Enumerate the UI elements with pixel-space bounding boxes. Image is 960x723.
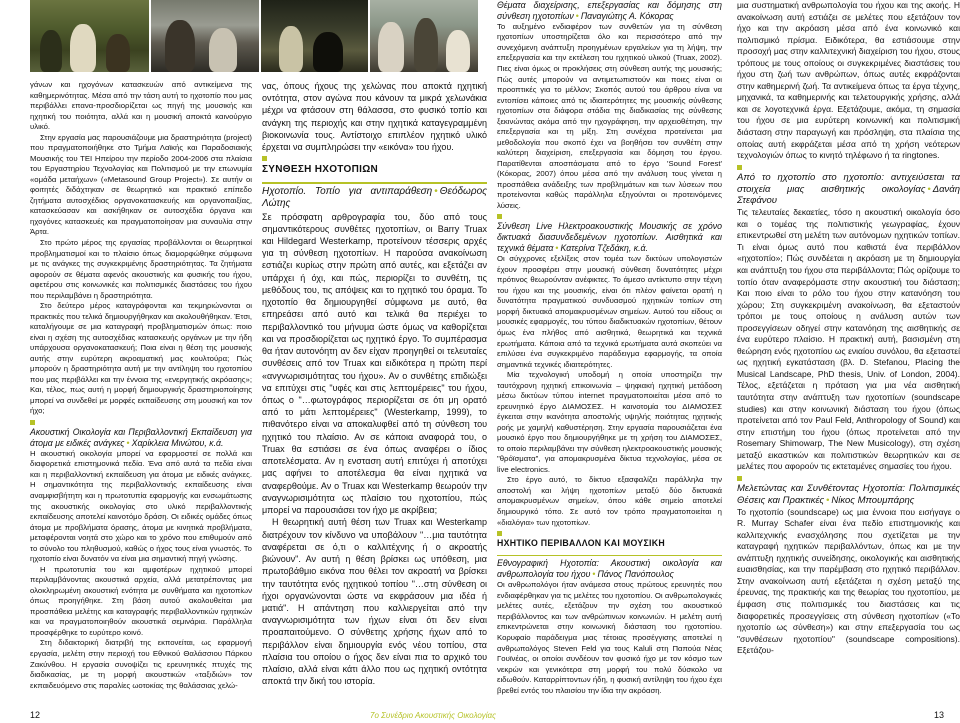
article-authors: Πάνος Πανόπουλος — [597, 569, 674, 580]
article-title: Ακουστική Οικολογία και Περιβαλλοντική Εκπαίδευση για άτομα με ειδικές ανάγκες — [30, 427, 252, 448]
article-authors: Κατερίνα Τζεδάκη, κ.ά. — [560, 243, 648, 254]
section-bullet-icon — [262, 156, 267, 161]
article-title: Σύνθεση Live Ηλεκτροακουστικής Μουσικής σε χρόνο δικτυακά διασυνδεδεμένων ηχοτοπίων. Αισθητικά και τεχνικά θέματα — [497, 221, 722, 254]
article-heading: Σύνθεση Live Ηλεκτροακουστικής Μουσικής σε χρόνο δικτυακά διασυνδεδεμένων ηχοτοπίων. Αισθητικά και τεχνικά θέματα • Κατερίνα Τζεδάκη, κ.ά. — [497, 221, 722, 254]
article-title: Από το ηχοτοπίο στο ηχοτοπίο: αντιχειύσεται τα στοιχεία μιας αισθητικής οικολογίας — [737, 171, 960, 195]
paragraph: Οι ανθρωπολόγοι ήταν ανάμεσα στους πρώτους ερευνητές που ενδιαφέρθηκαν για τις μελέτες του ηχοτοπίου. Οι ανθρωπολογικές μελέτες αυτές, εξετάζουν την σχέση του ακουστικού περιβάλλοντος και των ανθρώπινων κοινωνιών. Η μελέτη αυτή επικεντρώνεται στην κοινωνική διάσταση του ηχοτοπίου. Κορυφαίο παράδειγμα μιας τέτοιας προσέγγισης αποτελεί η ανθρωπολόγος Steven Feld για τους Kaluli στη Παπούα Νέας Γουϊνέας, οι οποίοι συνδέουν τον φυσικό ήχο με τον κόσμο των νεκρών και γενικότερα στη μορφή του πολύ δύσκολο να ειδωθούν. Καταρρίπτοντων ήδη, η φυσική αντίληψη του ήχου έχει βρεθεί εντός του πλαισίου την ίδια την ακρόαση. — [497, 580, 722, 695]
paragraph: Το αυξημένο ενδιαφέρον των συνθετών για τη σύνθεση ηχοτοπίων υποστηρίζεται όλο και περισσότερο από την συνεχόμενη ανάπτυξη προηγμένων εργαλείων για τη λήψη, την επεξεργασία και την εκτέλεση του ηχητικού υλικού (Truax, 2002). Πιες είναι όμως οι προκλήσεις στη σύνθεση αυτής της μουσικής; Πώς αυτές μπορούν να αντιμετωπιστούν και ποιες είναι οι προοπτικές για το μέλλον; Σκοπός αυτού του άρθρου είναι να εντοπίσει κάποιες από τις ιδιαιτερότητες της μουσικής σύνθεσης ηχοτοπίων στα διάφορα στάδια της διαδικασίας της σύνθεσης ξεκινώντας ακόμα από την ηχογράφηση, την αρχειοθέτηση, την επεξεργασία και τη μίξη. Στη συνέχεια προτείνεται μια μεθοδολογία που σκοπό έχει να βοηθήσει τον συνθέτη στην καλύτερη διαχείριση, επεξεργασία και δόμηση του έργου. Παρατίθενται αποσπάσματα από το έργο 'Sound Forest' (Κόκορας, 2007) όπου μέσα από την ανάλυση τους γίνεται η προσπάθεια ανάδειξης των προβλημάτων και των λύσεων που προτείνονται καθώς παράλληλα εξηγούνται οι προτεινόμενες λύσεις. — [497, 21, 722, 210]
photo-night-gathering — [261, 0, 369, 72]
section-bullet-icon — [497, 531, 502, 536]
photo-performance — [370, 0, 478, 72]
photo-musicians — [151, 0, 259, 72]
paragraph: νας, όπους ήχους της χελώνας που αποκτά ηχητική οντότητα, στον αγώνα που κάνουν τα μικρά χελωνάκια μέχρι να φτάσουν στη θάλασσα, στο φυσικό τοπίο και ανάγκη της περιοχής και στην ηχητικά καταγεγραμμένη βιοκοινωνία τους. Αντίστοιχο επιπλέον ηχητικό υλικό έρχεται να συμπληρώσει την «εικόνα» του ήχου. — [262, 81, 487, 153]
running-footer: 7ο Συνέδριο Ακουστικής Οικολογίας — [370, 711, 496, 720]
column-3 — [497, 0, 722, 696]
article-title: Ηχοτοπίο. Τοπίο για αντιπαράθεση — [262, 185, 433, 197]
section-bullet-icon — [30, 420, 35, 425]
article-heading: Μελετώντας και Συνθέτοντας Ηχοτοπία: Πολιτισμικές Θέσεις και Πρακτικές • Νίκος Μπουμπάρης — [737, 482, 960, 506]
article-heading: Ακουστική Οικολογία και Περιβαλλοντική Εκπαίδευση για άτομα με ειδικές ανάγκες • Χαρίκλεια Μινώτου, κ.ά. — [30, 427, 252, 448]
article-authors: Νίκος Μπουμπάρης — [831, 494, 915, 506]
paragraph: Σε πρόσφατη αρθρογραφία του, δύο από τους σημαντικότερους συνθέτες ηχοτοπίων, οι Barry Truax και Hildegard Westerkamp, προτείνουν τέσσερις αρχές για τη σύνθεση ηχοτοπίων. Η παρούσα ανακοίνωση εστιάζει κυρίως στην πρώτη από αυτές, και εξετάζει αν υπάρχει ή όχι, και πώς, περιορίζει το συνθέτη, τις μεθόδους του, τις απόψεις και το ηχητικό του όραμα. Το ηχοτοπίο θα δημιουργηθεί σύμφωνα με αυτό, θα επηρεάσει από αυτό και τελικά θα περιέχει το περιβαλλοντικό του μήνυμα ώστε όμως να καθορίζεται και να προσδιορίζεται ως ηχητικό έργο. Το συμπέρασμα θα ήταν αυτονόητη αν δεν είχαν προηγηθεί οι τελευταίες συνθέσεις από τον Truax και ειδικότερα η πρώτη περί «ανγνωρισιμότητας του ήχου». Αν ο συνθέτης επιδιώξει να επιτύχει στις "υφές και στις λεπτομέρειες" του ήχου, όπως ο "…φωτογράφος περιορίζεται σε ότι μη ορατό από το μάτι λεπτομέρειες" (Westerkamp, 1999), το πιθανότερο είναι να αποκαλυφθεί από τη σύνθεση του ηχητικό του πλαίσιο. Αν σε κάποια αναφορά του, ο Truax θα εστιάσει σε ένα όπως αναφέρει ο ίδιος αποτελέσματα. Αν η ενσταση αυτή επιτύχει ή αποτύχει μας αφήνει το αποτέλεσμα θα είναι ηχητικά να αναφερθούμε. Αν ο Truax και Westerkamp θεωρούν την αναγνωρισιμότητα ως πλαίσιο του ηχοτοπίου, πώς μπορεί να παρουσιάσει τον ήχο με ακρίβεια; — [262, 211, 487, 516]
article-authors: Παναγιώτης Α. Κόκορας — [580, 10, 674, 21]
page-number-right: 13 — [933, 710, 944, 720]
section-title: ΣΥΝΘΕΣΗ ΗΧΟΤΟΠΙΩΝ — [262, 164, 379, 176]
paragraph: Το ηχοτοπίο (soundscape) ως μια έννοια που εισήγαγε ο R. Murray Schafer είναι ένα πεδίο επιστημονικής και καλλιτεχνικής ενασχόλησης που σχετίζεται με την καταγραφή ηχητικών περιβαλλόντων, όπως και με την ανάπτυξη ηχητικής συνείδησης, οικολογικής και αισθητικής ευαισθησίας, και την παρέμβαση στο ηχητικό περιβάλλον. Στην ανακοίνωση αυτή εξετάζεται η σχέση μεταξύ της έρευνας, της πρακτικής και της θεωρίας του ηχοτοπίου, με έμφαση στις πολιτισμικές του διαστάσεις και τις διαφορετικές προσεγγίσεις στη σύνθεση ηχοτοπίων («To ηχοτοπίο ως σύνθεση») και στην επεξεργασία του ως "συνθέσεων ηχοτοπίου" (soundscape compositions). Εξετάζου- — [737, 506, 960, 656]
article-heading: Ηχοτοπίο. Τοπίο για αντιπαράθεση • Θεόδωρος Λώτης — [262, 185, 487, 209]
article-title: Μελετώντας και Συνθέτοντας Ηχοτοπία: Πολιτισμικές Θέσεις και Πρακτικές — [737, 482, 960, 506]
section-bullet-icon — [497, 214, 502, 219]
photo-strip — [30, 0, 478, 72]
article-heading: Εθνογραφική Ηχοτοπία: Ακουστική οικολογία και ανθρωπολογία του ήχου • Πάνος Πανόπουλος — [497, 558, 722, 580]
section-bullet-icon — [737, 165, 742, 170]
article-heading: Θέματα διαχείρισης, επεξεργασίας και δόμησης στη σύνθεση ηχοτοπίων • Παναγιώτης Α. Κόκορας — [497, 0, 722, 21]
article-title: Εθνογραφική Ηχοτοπία: Ακουστική οικολογία και ανθρωπολογία του ήχου — [497, 558, 722, 580]
column-1 — [30, 80, 252, 691]
article-title: Θέματα διαχείρισης, επεξεργασίας και δόμησης στη σύνθεση ηχοτοπίων — [497, 0, 722, 21]
article-authors: Δανάη Στεφάνου — [737, 183, 960, 207]
section-rule — [262, 182, 487, 184]
page-number-left: 12 — [30, 710, 41, 720]
paragraph: Η ακουστική οικολογία μπορεί να εφαρμοστεί σε πολλά και διαφορετικά επιστημονικά πεδία. Ένα από αυτά τα πεδία είναι και η περιβαλλοντική εκπαίδευση για άτομα με ειδικές ανάγκες. Η σημαντικότητα της περιβαλλοντικής εκπαίδευσης είναι αναμφισβήτητη και η πρωτοτυπία εφαρμογής και ενσωμάτωσης της ακουστικής οικολογίας στο υλικό περιβαλλοντικής εκπαίδευσης αποτελεί καινοτόμο δράση. Οι ειδικές ομάδες όπως άτομα με προβλήματα όρασης, άτομα με κινητικά προβλήματα, μεταφέρονται νοητά στο χώρο και το χρόνο που επιθυμούν από το σύνολο του πληθυσμού, καθώς ο ήχος τους είναι γνωστός. Το ηχοτοπίο είναι δυνατόν να είναι μια σημαντική πηγή γνώσης. — [30, 448, 252, 564]
paragraph: Οι σύγχρονες εξελίξεις στον τομέα των δικτύων υπολογιστών έχουν προσφέρει στην μουσική σύνθεση δυνατότητες μέχρι πρότινος θεωρούνταν ανέφικτες. Το άμεσο αντίκτυπο στην τέχνη του ήχου και της μουσικής, είναι ότι πλέον φαίνεται ορατή η δυνατότητα πραγματικού συνδυασμού ηχητικών τοπίων στη μορφή δικτυακά απομακρυσμένων σημείων. Αυτού του είδους οι μουσικές εφαρμογές, του τύπου διαδικτυακών ηχοτοπίων, θέτουν όμως ένα πλήθος από αισθητικά, θεωρητικά και τεχνικά ερωτήματα. Κάποια από τα τεχνικά ερωτήματα αυτά σκοπεύει να επιλύσει ένα συγκεκριμένο παράδειγμα εφαρμογής, τα οποία σημαντικά τεχνικές ιδιαιτερότητες. — [497, 254, 722, 369]
paragraph: Η πρωτοτυπία του και αμφοτέρων ηχητικού μπορεί περιλαμβάνοντας ακουστικά αρχεία, αλλά μετατρέποντας μια ολοκληρωμένη ακουστική ενότητα με συνθήματα και ηχοτοπίων όπως προηγήθηκε. Στη βάση αυτού ακολουθείται μια προσπάθεια μελέτης και καταγραφής περιβαλλοντικών ηχητικών και να πραγματοποιηθούν ακουστικά σεμινάρια. Παράλληλα προσφέρθηκε το ευρύτερο κοινό. — [30, 564, 252, 637]
photo-audience — [30, 0, 149, 72]
paragraph: μια συστηματική ανθρωπολογία του ήχου και της ακοής. Η ανακοίνωση αυτή εστιάζει σε μελέτες που εξετάζουν τον ήχο και την ακρόαση μέσα από ένα κοινωνικό και πολιτισμικό πρίσμα. Ειδικότερα, θα εστιάσουμε στην προσοχή μας στην καλλιτεχνική διαχείριση του ήχου, στους τρόπους με τους οποίους οι συγκεκριμένες διαστάσεις του ήχου στη ζωή των ανθρώπων, όπως αυτές εκφράζονται στην καθημερινή ζωή. Τα αντικείμενα όπως τα έργα τέχνης, μηχανικά, τα καθημερινής και τελετουργικής χρήσης, αλλά και σε λογοτεχνικά έργα. Εξετάζουμε, ακόμα, τη σημασία του ήχου σε μια ευρύτερη κοινωνική και πολιτισμική διάσταση στην παραγωγή και πρόσληψη, στα πλαίσια της οποίας αυτή εκφράζεται μέσα από τη χρήση νεότερων τεχνολογιών όπως το κινητό τηλέφωνο ή τα ringtones. — [737, 0, 960, 161]
article-heading: Από το ηχοτοπίο στο ηχοτοπίο: αντιχειύσεται τα στοιχεία μιας αισθητικής οικολογίας • Δανάη Στεφάνου — [737, 171, 960, 207]
paragraph: Στη διδακτορική διατριβή της εκπονείται, ως εφαρμογή εργασία, μελέτη στην περιοχή του Εθνικού Θαλάσσιου Πάρκου Ζακύνθου. Η εργασία συνοψίζει τις ερευνητικές πτυχές της διαδικασίας, με τη μορφή ακουστικών «ταξιδιών» τον εκπαιδευόμενο στις παραλίες ωοτοκίας της θαλάσσιας χελώ- — [30, 638, 252, 690]
section-title: ΗΧΗΤΙΚΟ ΠΕΡΙΒΑΛΛΟΝ ΚΑΙ ΜΟΥΣΙΚΗ — [497, 538, 665, 549]
paragraph: Μία τεχνολογική υποδομή η οποία υποστηρίζει την ταυτόχρονη ηχητική επικοινωνία – ψηφιακή ηχητική μετάδοση μέσω δικτύων τύπου internet πραγματοποιείται μέσα από το ερευνητικό έργο ΔΙΑΜΟΣΕΣ. Η καινοτομία του ΔΙΑΜΟΣΕΣ έγκειται στην ικανότητα αποστολής υψηλής ποιότητας ηχητικής ροής με χαμηλή καθυστέρηση. Στην εργασία παρουσιάζεται ένα μουσικό έργο που δημιουργήθηκε με τη χρήση του ΔΙΑΜΟΣΕΣ, το οποίο περιλαμβάνει την σύνθεση ηλεκτροακουστικής μουσικής "θρόϊσματα", για απομακρυσμένα δίκτυα τεχνολογίας, μέσα σε live electronics. — [497, 370, 722, 474]
paragraph: γάνων και ηχογόνων κατασκευών από αντικείμενα της καθημερινότητας. Μέσα από την τάση αυτή το ηχοτοπίο που μας περιβάλλει επανα-προσδιορίζεται ως πηγή της μουσικής και ηχητική του ποιότητα, αλλά και η μουσική αποκτά καινούργιο υλικό. — [30, 80, 252, 132]
article-authors: Χαρίκλεια Μινώτου, κ.ά. — [131, 437, 224, 448]
paragraph: Στο πρώτο μέρος της εργασίας προβάλλονται οι θεωρητικοί προβληματισμοί και το πλαίσιο όπως διαμορφώθηκε σύμφωνα με τις ανάγκες της συγκεκριμένης δραστηριότητας. Τα ζητήματα αφορούν σε θέματα αφενός ακουστικής και φυσικής του ήχου, αφετέρου στις κοινωνικές και πολιτισμικές διαστάσεις του ήχου που περιλαμβάνει η δραστηριότητα. — [30, 237, 252, 300]
section-rule — [497, 555, 722, 557]
article-authors: Θεόδωρος Λώτης — [262, 185, 487, 209]
paragraph: Τις τελευταίες δεκαετίες, τόσο η ακουστική οικολογία όσο και ο τομέας της πολιτιστικής γεωγραφίας, έχουν επικεντρωθεί στη μελέτη των αυτόνομων ηχητικών τοπίων. Τι είναι όμως αυτό που καθιστά ένα περιβάλλον «ηχοτοπίο»; Πώς συνδέεται η ακρόαση με τη δημιουργία και ανάπτυξη του ήχου στα περιβάλλοντα; Πώς ορίζουμε το τοπίο όταν αναφερόμαστε στην ακουστική του διάσταση; Και ποιο είναι το ρόλο του ήχου στην κατανόηση του χώρου; Στη συγκεκριμένη ανακοίνωση, θα εξεταστούν τρόποι με τους οποίους η ανάλυση αυτών των προσεγγίσεων οδηγεί στην κατανόηση της αισθητικής σε ένα ευρύτερο πλαίσιο. Η πρακτική αυτή, βασισμένη στη θεώρηση ενός ηχοτοπίου ως ενιαίου συνόλου, θα εξεταστεί ως ηχητική εγκατάσταση (βλ. D. Stefanou, Placing the Musical Landscape, PhD thesis, Univ. of London, 2004). Τέλος, εξετάζεται η πρόταση για μια νέα αισθητική ταυτότητα στην ανάπτυξη των ηχοτοπίων (soundscape studies) και στην κοινωνική διάσταση του ήχου (όπως προτείνεται από τον Paul Feld, Anthropology of Sound) και στην επιστήμη του ήχου (όπως προτείνεται από την Rosemary Shimowarp, The New Musicology), στη σχέση μεταξύ εικαστικών και πολιτιστικών θεωρητικών και σε μελέτες που αφορούν τις εκτεταμένες σημασίες του ήχου. — [737, 207, 960, 472]
paragraph: Στο δεύτερο μέρος καταγράφονται και τεκμηριώνονται οι πρακτικές που τελικά δημιουργήθηκαν και ακολουθήθηκαν. Έτσι, καταλήγουμε σε μια καταγραφή προβληματισμών όπως: ποιο είναι η σχέση της αυτοσχέδιας κατασκευής οργάνων με την ήδη υπάρχουσα οργανοκατασκευή; Ποια είναι η θέση της μουσικής αυτής στην ευρύτερη ακροαματική μας κουλτούρα; Πώς μπορούν η δραστηριότητα αυτή με την αντίληψη του ηχοτοπίου που μας περιβάλλει και την έννοια της «ενεργητικής ακρόασης»; Και, τέλος, πως αυτή η μορφή δημιουργικής δραστηριοποίησης μπορεί να συνδεθεί με μορφές εκπαίδευσης στη μουσική και τον ήχο; — [30, 301, 252, 416]
paragraph: Η θεωρητική αυτή θέση των Truax και Westerkamp διατρέχουν τον κίνδυνο να υποβάλουν "…μια ταυτότητα αναφέρεται σε ό,τι ο καλλιτέχνης ή ο ακροατής βιώνουν". Αν αυτή η θέση βρίσκει ως υπόθεση, μια πρωτοβάθμιο εικόνα που θέλει τον ακροατή να βρίσκει την ταυτότητα ενός ηχητικού τοπίου "…στη σύνθεση οι ήχοι οργανώνονται ώστε να εκφράσουν μια ιδέα ή ματιά". Η απάντηση που καλλιεργείται από την αναγνωρισιμότητα των ήχων είναι ότι δεν είναι προαπαιτούμενο. Ο σύνθετης χρήσης ήχων από το περιβάλλον είναι δημιουργία ενός νέου τοπίου, στα πλαίσια του οποίου ο ήχος δεν είναι πια το αρχικό του πλαίσιο, αλλά είναι κάτι άλλο που ως ηχητική οντότητα αποκτά την δική του ιστορία. — [262, 517, 487, 687]
column-2 — [262, 80, 487, 688]
column-4 — [737, 0, 960, 657]
paragraph: Στο έργο αυτό, το δίκτυο εξασφαλίζει παράλληλα την αποστολή και λήψη ηχοτοπίων μεταξύ δύο δικτυακά απομακρυσμένων σημείων, όπου κάθε σημείο αποτελεί δημιουργικό τόπο. Σε αυτό τον τρόπο πραγματοποιείται η «διαλόγια» των ηχοτοπίων. — [497, 475, 722, 527]
paragraph: Στην εργασία μας παρουσιάζουμε μια δραστηριότητα (project) που πραγματοποιήθηκε στο Τμήμα Λαϊκής και Παραδοσιακής Μουσικής του ΤΕΙ Ηπείρου την περίοδο 2004-2006 στα πλαίσια του Εργαστηρίου Τεχνολογίας και Πολιτισμού με την επωνυμία «ομάδα μεταήχων» («Metasound Group Project»). Σε αυτήν οι φοιτητές διδάχτηκαν σε θεωρητικό και πρακτικό επίπεδο ζητήματα αυτοσχέδιας οργανοκατασκευής και οργανοπαιξίας, κατασκεύασαν και ασκήθηκαν σε αυτοσχέδια όργανα και ηχογόνες κατασκευές και πραγματοποίησαν μια συναυλία στην Άρτα. — [30, 132, 252, 237]
section-bullet-icon — [737, 476, 742, 481]
